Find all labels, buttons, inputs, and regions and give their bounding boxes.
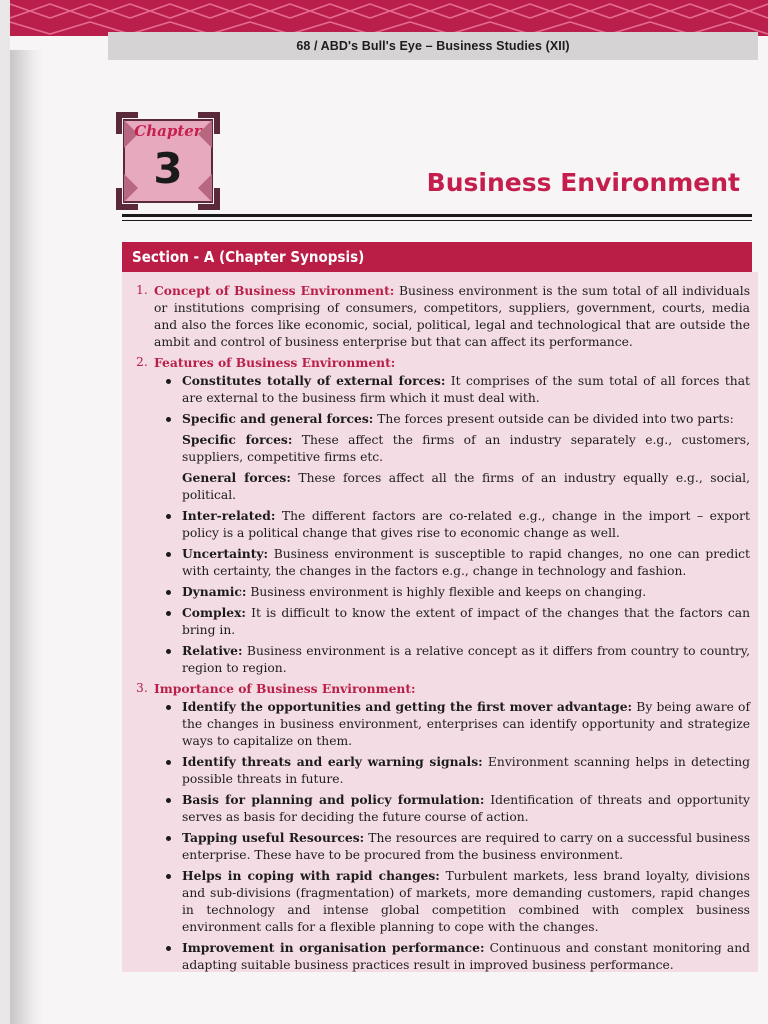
synopsis-content xyxy=(132,282,750,977)
sub-term: General forces: xyxy=(182,470,291,485)
sub-paragraph xyxy=(154,469,750,504)
list-item xyxy=(154,642,750,677)
bullet-term: Constitutes totally of external forces: xyxy=(182,373,446,388)
point-concept xyxy=(132,282,750,351)
feature-list xyxy=(154,372,750,428)
sub-text: These forces affect all the firms of an industry equally e.g., social, political. xyxy=(182,471,751,502)
list-item xyxy=(154,545,750,580)
list-item xyxy=(154,939,750,974)
section-heading xyxy=(122,242,752,272)
importance-list xyxy=(154,698,750,974)
bullet-term: Tapping useful Resources: xyxy=(182,830,365,845)
sub-text: These affect the firms of an industry separately e.g., customers, suppliers, competitive firms etc. xyxy=(182,433,750,464)
bullet-term: Identify the opportunities and getting the first mover advantage: xyxy=(182,699,633,714)
bullet-text: It comprises of the sum total of all forces that are external to the business firm which it must deal with. xyxy=(182,374,750,405)
bullet-text: The resources are required to carry on a successful business enterprise. These have to be procured from the business environment. xyxy=(182,831,750,862)
bullet-text: Business environment is a relative concept as it differs from country to country, region to region. xyxy=(182,644,750,675)
list-item xyxy=(154,791,750,826)
point-number: 1. xyxy=(136,283,148,297)
list-item xyxy=(154,372,750,407)
running-head: 68 / ABD's Bull's Eye – Business Studies (XII) xyxy=(108,32,758,60)
bullet-text: The forces present outside can be divided into two parts: xyxy=(373,412,734,426)
bullet-text: The different factors are co-related e.g., change in the import – export policy is a political change that gives rise to economic change as well. xyxy=(182,509,750,540)
bullet-term: Helps in coping with rapid changes: xyxy=(182,868,440,883)
point-heading: Importance of Business Environment: xyxy=(154,681,416,696)
list-item xyxy=(154,753,750,788)
list-item xyxy=(154,410,750,428)
chapter-label: Chapter xyxy=(134,122,202,140)
bullet-text: Business environment is highly flexible and keeps on changing. xyxy=(246,585,647,599)
bullet-term: Relative: xyxy=(182,643,243,658)
page-gutter-shadow xyxy=(10,50,44,1024)
chapter-number: 3 xyxy=(153,144,183,193)
point-number: 3. xyxy=(136,681,148,695)
sub-term: Specific forces: xyxy=(182,432,293,447)
point-heading: Features of Business Environment: xyxy=(154,355,396,370)
bullet-text: By being aware of the changes in business environment, enterprises can identify opportunity and strategize ways to capitalize on them. xyxy=(182,700,750,748)
bullet-term: Improvement in organisation performance: xyxy=(182,940,485,955)
chapter-badge xyxy=(116,112,220,210)
list-item xyxy=(154,507,750,542)
point-number: 2. xyxy=(136,355,148,369)
sub-paragraph xyxy=(154,431,750,466)
point-heading: Concept of Business Environment: xyxy=(154,283,395,298)
point-importance xyxy=(132,680,750,974)
list-item xyxy=(154,583,750,601)
list-item xyxy=(154,604,750,639)
bullet-text: Turbulent markets, less brand loyalty, divisions and sub-divisions (fragmentation) of markets, more demanding customers, rapid changes in technology and intense global competition combined with complex business environment calls for a flexible planning to cope with the changes. xyxy=(182,869,750,934)
bullet-text: It is difficult to know the extent of impact of the changes that the factors can bring in. xyxy=(182,606,750,637)
list-item xyxy=(154,867,750,936)
bullet-text: Environment scanning helps in detecting possible threats in future. xyxy=(182,755,750,786)
bullet-term: Specific and general forces: xyxy=(182,411,374,426)
title-rule-thin xyxy=(122,220,752,221)
bullet-text: Business environment is susceptible to rapid changes, no one can predict with certainty, the changes in the factors e.g., change in technology and fashion. xyxy=(182,547,750,578)
bullet-term: Basis for planning and policy formulation: xyxy=(182,792,485,807)
title-rule-thick xyxy=(122,214,752,217)
list-item xyxy=(154,829,750,864)
point-body xyxy=(154,282,750,351)
bullet-text: Continuous and constant monitoring and adapting suitable business practices result in improved business performance. xyxy=(182,941,750,972)
bullet-term: Inter-related: xyxy=(182,508,276,523)
bullet-text: Identification of threats and opportunity serves as basis for deciding the future course of action. xyxy=(182,793,750,824)
section-title: Section - A (Chapter Synopsis) xyxy=(132,248,365,266)
bullet-term: Identify threats and early warning signals: xyxy=(182,754,483,769)
decorative-top-band xyxy=(10,0,768,36)
feature-list xyxy=(154,507,750,677)
bullet-term: Complex: xyxy=(182,605,246,620)
list-item xyxy=(154,698,750,750)
bullet-term: Dynamic: xyxy=(182,584,247,599)
zigzag-pattern-icon xyxy=(10,0,768,36)
point-features xyxy=(132,354,750,677)
bullet-term: Uncertainty: xyxy=(182,546,269,561)
book-page xyxy=(10,0,768,1024)
chapter-title: Business Environment xyxy=(426,168,740,197)
point-text: Business environment is the sum total of all individuals or institutions comprising of consumers, competitors, suppliers, government, courts, media and also the forces like economic, social, political, legal and technological that are outside the ambit and control of business enterprise but that can affect its performance. xyxy=(154,284,751,349)
